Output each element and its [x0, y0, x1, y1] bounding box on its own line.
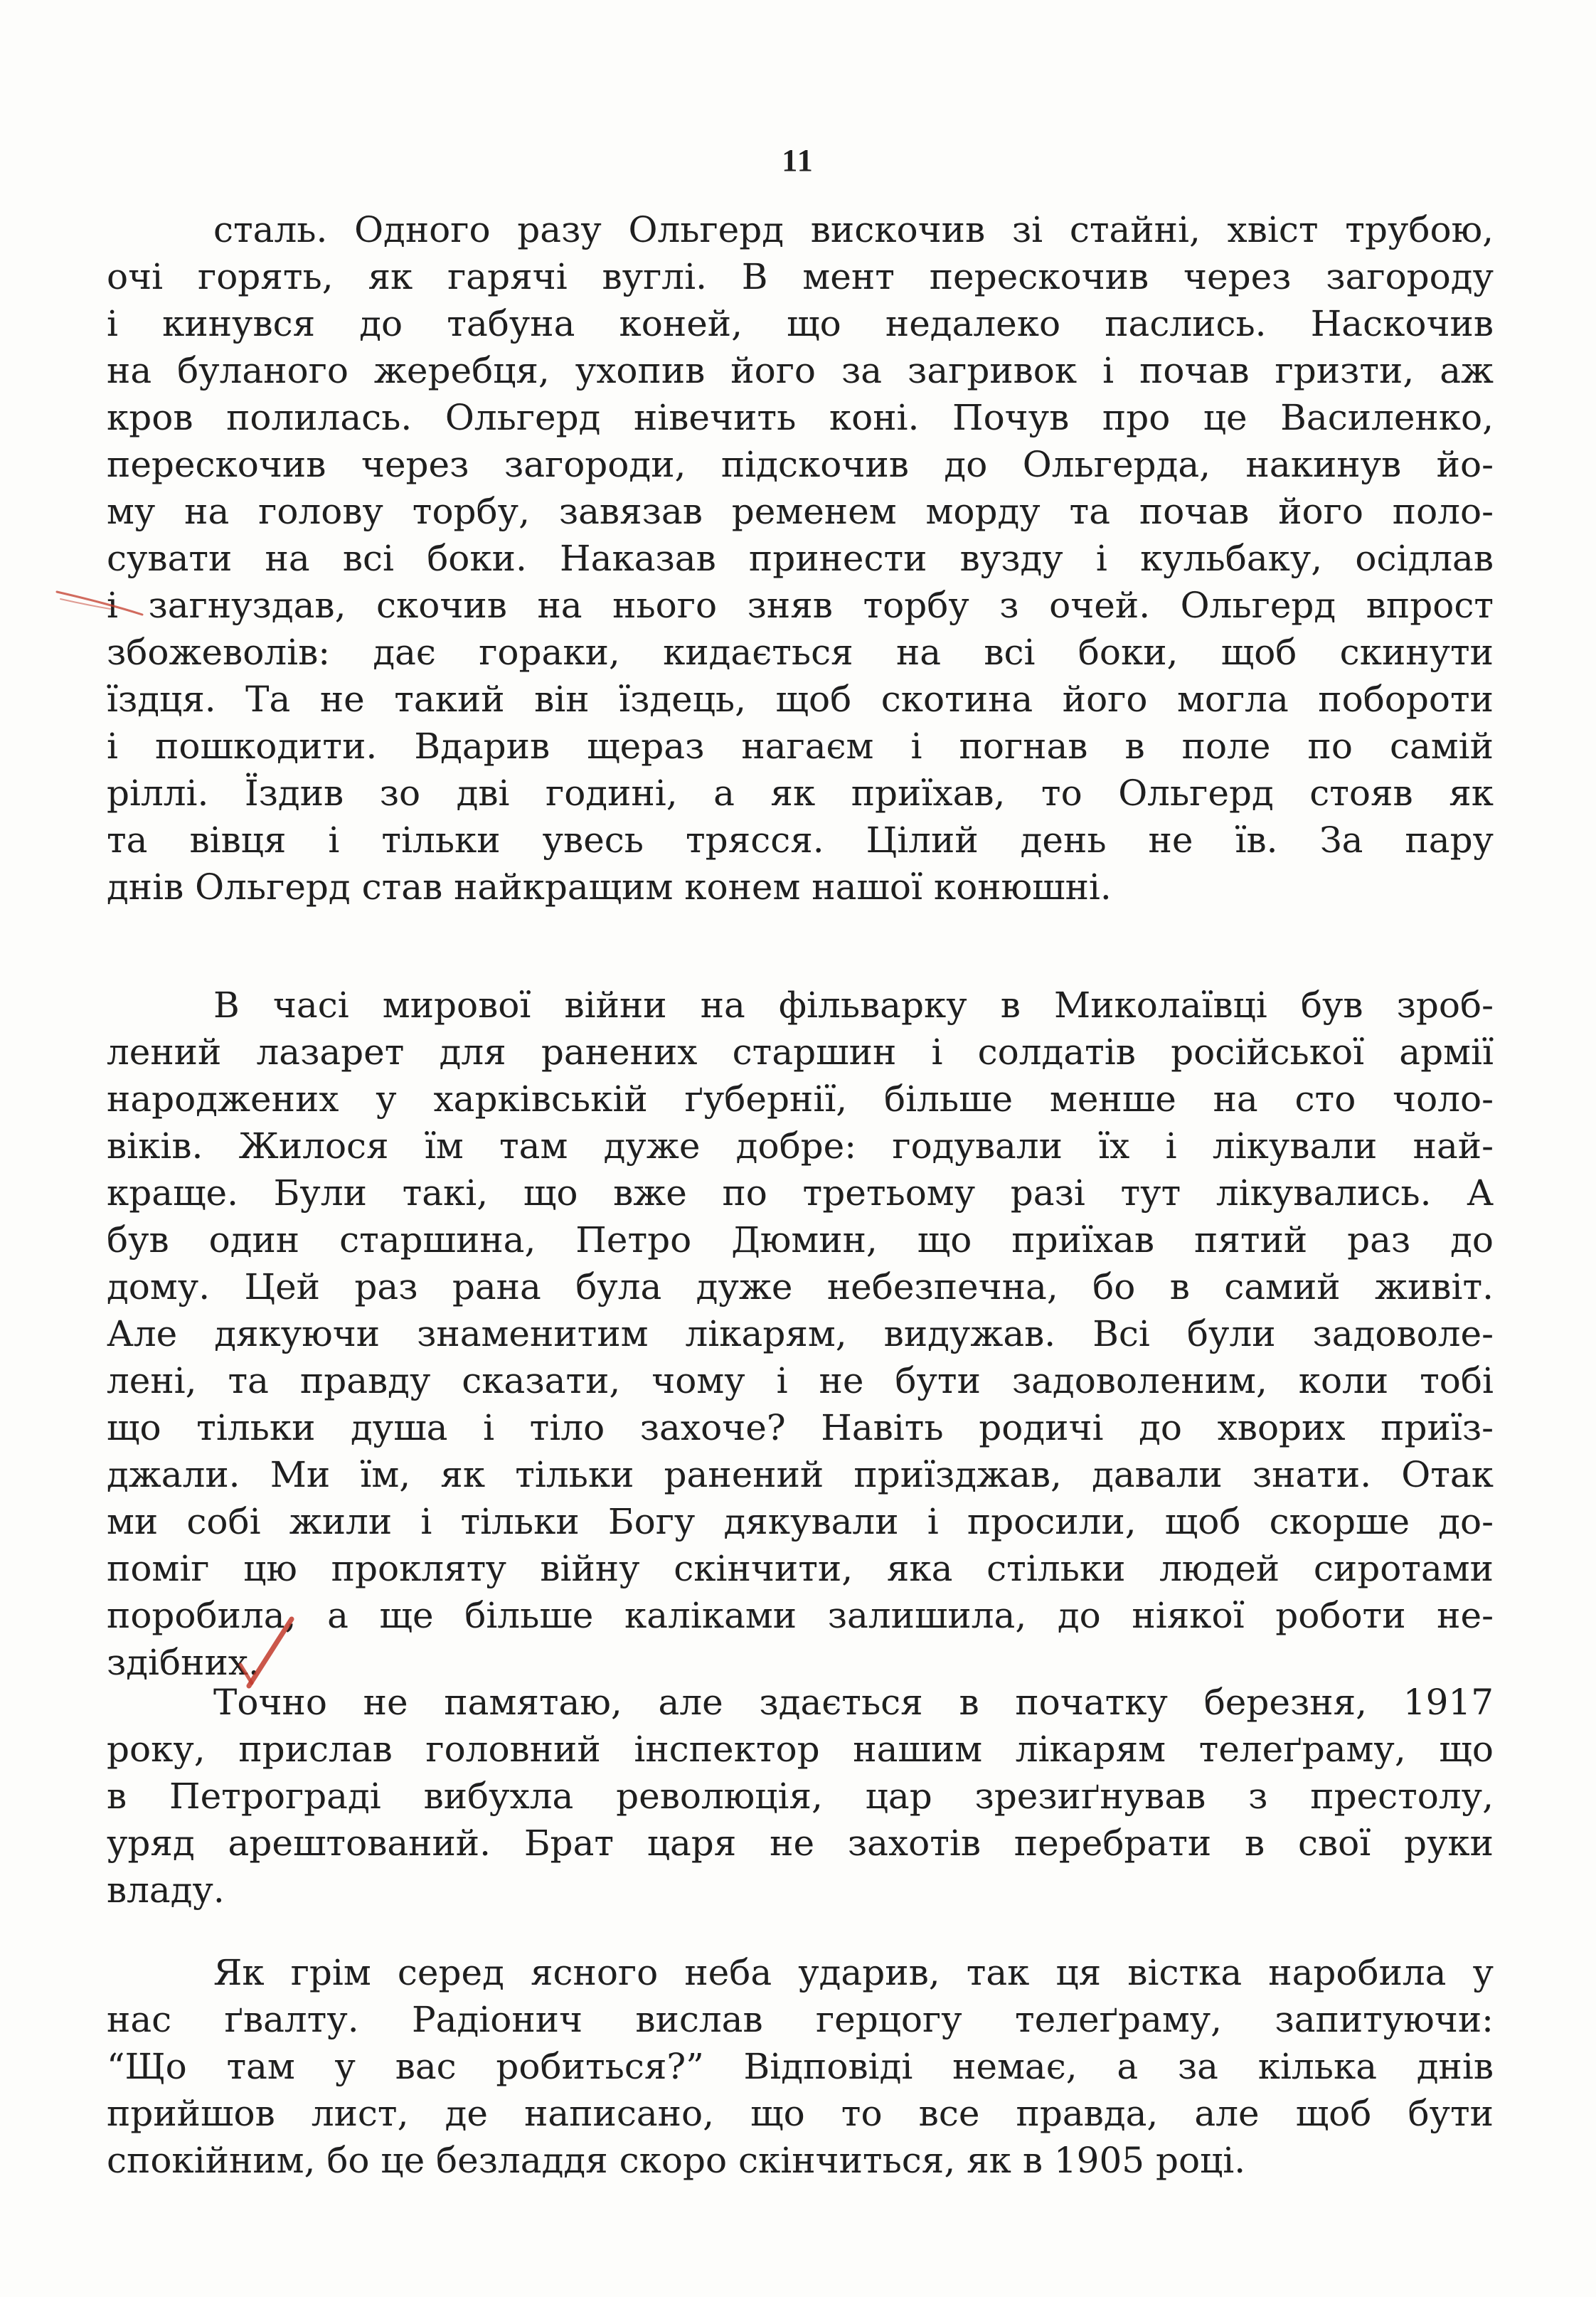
text-line: дому. Цей раз рана була дуже небезпечна, бо в самий живіт. — [107, 1266, 1494, 1307]
text-line: В часі мирової війни на фільварку в Миколаївці був зроб- — [213, 985, 1494, 1026]
text-line: джали. Ми їм, як тільки ранений приїзджав, давали знати. Отак — [107, 1454, 1494, 1495]
paragraph — [107, 1679, 1494, 1914]
text-line: владу. — [107, 1869, 225, 1911]
text-line: Як грім серед ясного неба ударив, так ця вістка наробила у — [213, 1952, 1494, 1993]
text-line: здібних. — [107, 1642, 260, 1683]
text-line: і кинувся до табуна коней, що недалеко паслись. Наскочив — [107, 303, 1494, 344]
text-line: Але дякуючи знаменитим лікарям, видужав. Всі були задоволе- — [107, 1313, 1494, 1354]
text-line: і пошкодити. Вдарив щераз нагаєм і погнав в поле по самій — [107, 726, 1494, 767]
text-line: краще. Були такі, що вже по третьому разі тут лікувались. А — [107, 1172, 1494, 1214]
text-line: лений лазарет для ранених старшин і солдатів російської армії — [107, 1031, 1494, 1073]
text-line: був один старшина, Петро Дюмин, що приїхав пятий раз до — [107, 1219, 1494, 1261]
text-line: народжених у харківській ґубернії, більше менше на сто чоло- — [107, 1078, 1494, 1120]
text-line: віків. Жилося їм там дуже добре: годували їх і лікували най- — [107, 1125, 1494, 1167]
page-number: 11 — [782, 143, 814, 178]
text-line: лені, та правду сказати, чому і не бути задоволеним, коли тобі — [107, 1360, 1494, 1401]
text-line: днів Ольгерд став найкращим конем нашої конюшні. — [107, 866, 1112, 908]
paragraph — [107, 982, 1494, 1686]
text-line: в Петрограді вибухла революція, цар зрезиґнував з престолу, — [107, 1776, 1494, 1817]
paragraph — [107, 1949, 1494, 2184]
text-line: їздця. Та не такий він їздець, щоб скотина його могла побороти — [107, 679, 1494, 720]
text-line: му на голову торбу, завязав ременем морду та почав його поло- — [107, 491, 1494, 532]
text-line: ріллі. Їздив зо дві годині, а як приїхав, то Ольгерд стояв як — [107, 773, 1494, 814]
text-line: нас ґвалту. Радіонич вислав герцогу телеґраму, запитуючи: — [107, 1999, 1494, 2040]
text-line: спокійним, бо це безладдя скоро скінчиться, як в 1905 році. — [107, 2140, 1246, 2181]
text-line: “Що там у вас робиться?” Відповіді немає, а за кілька днів — [107, 2046, 1494, 2087]
text-line: поміг цю проклятy війну скінчити, яка стільки людей сиротами — [107, 1548, 1494, 1589]
text-line: збожеволів: дає гораки, кидається на всі боки, щоб скинути — [107, 632, 1494, 673]
text-line: ми собі жили і тільки Богу дякували і просили, щоб скорше до- — [107, 1501, 1494, 1542]
text-line: прийшов лист, де написано, що то все правда, але щоб бути — [107, 2093, 1494, 2134]
pencil-check-mark — [235, 1615, 299, 1693]
paragraph — [107, 206, 1494, 911]
text-line: та вівця і тільки увесь трясся. Цілий день не їв. За пару — [107, 819, 1494, 861]
text-line: на буланого жеребця, ухопив його за загривок і почав гризти, аж — [107, 350, 1494, 391]
pencil-annotation-mark — [53, 583, 146, 619]
text-line: року, прислав головний інспектор нашим лікарям телеґраму, що — [107, 1729, 1494, 1770]
text-line: сувати на всі боки. Наказав принести вузду і кульбаку, осідлав — [107, 538, 1494, 579]
text-line: кров полилась. Ольгерд нівечить коні. Почув про це Василенко, — [107, 397, 1494, 438]
text-line: перескочив через загороди, підскочив до Ольгерда, накинув йо- — [107, 444, 1494, 485]
text-line: сталь. Одного разу Ольгерд вискочив зі стайні, хвіст трубою, — [213, 209, 1494, 250]
text-line: що тільки душа і тіло захоче? Навіть родичі до хворих приїз- — [107, 1407, 1494, 1448]
text-line: і загнуздав, скочив на нього зняв торбу з очей. Ольгерд впрост — [107, 585, 1494, 626]
text-line: Точно не памятаю, але здається в початку березня, 1917 — [213, 1682, 1494, 1723]
text-line: очі горять, як гарячі вуглі. В мент перескочив через загороду — [107, 256, 1494, 297]
text-line: поробила, а ще більше каліками залишила, до ніякої роботи не- — [107, 1595, 1494, 1636]
text-line: уряд арештований. Брат царя не захотів перебрати в свої руки — [107, 1823, 1494, 1864]
